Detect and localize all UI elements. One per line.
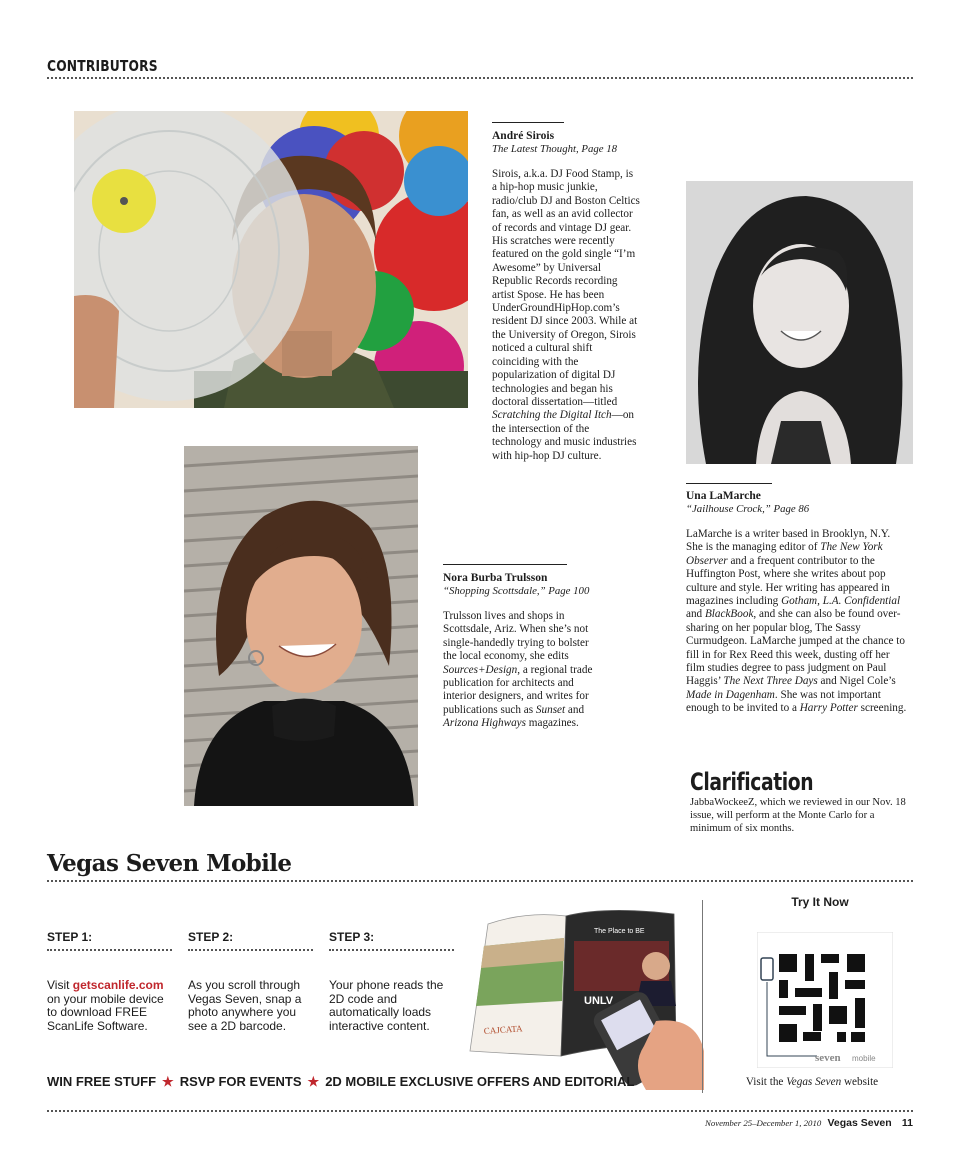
bio-text: magazines. (525, 717, 579, 730)
bio-text-italic: BlackBook (704, 608, 754, 621)
bio-rule (686, 483, 772, 484)
bio-text: and Nigel Cole’s (817, 675, 896, 688)
bio-text-italic: Made in Dagenham (686, 688, 775, 701)
publication-name: Vegas Seven (827, 1117, 892, 1129)
issue-date: November 25–December 1, 2010 (704, 1118, 822, 1128)
bio-text: screening. (857, 702, 907, 715)
clarification-title: Clarification (690, 768, 814, 796)
step-label: STEP 2: (188, 930, 313, 951)
qr-brand: seven (815, 1052, 841, 1064)
contributor-bio (686, 528, 908, 716)
magazine-brand: UNLV (584, 995, 614, 1007)
scanlife-link[interactable]: getscanlife.com (72, 978, 164, 992)
magazine-phone-illustration (466, 906, 704, 1090)
lamarche-photo (686, 181, 913, 464)
try-it-now-label: Try It Now (791, 895, 849, 909)
section-title: CONTRIBUTORS (47, 57, 158, 75)
bio-text: , and she can also be found over-sharing on her popular blog, The Sassy Curmudgeon. LaMarche jumped at the chance to fill in for Rex Reed this week, dusting off her film studies degree to pass judgment on Paul Haggis’ (686, 608, 906, 688)
step-text: Visit (47, 978, 73, 992)
bio-text: , a regional trade publication for architects and interior designers, and writes for publications such as (443, 663, 593, 716)
magazine-headline: The Place to BE (594, 928, 645, 935)
bio-text-italic: The Next Three Days (723, 675, 818, 688)
step-text: on your mobile device to download FREE ScanLife Software. (47, 991, 164, 1033)
qr-code[interactable] (757, 932, 893, 1068)
step-body: Your phone reads the 2D code and automatically loads interactive content. (329, 978, 444, 1033)
step-body (47, 979, 172, 1033)
step-label: STEP 1: (47, 930, 172, 951)
step-3 (329, 930, 454, 1033)
visit-website-caption (712, 1076, 912, 1088)
bio-text: and (686, 608, 705, 621)
contributor-lamarche (686, 489, 908, 716)
contributor-sirois (492, 122, 640, 463)
contributor-reference: “Jailhouse Crock,” Page 86 (686, 503, 810, 515)
step-label: STEP 3: (329, 930, 454, 951)
visit-publication: Vegas Seven (786, 1076, 842, 1088)
contributor-bio (443, 610, 593, 731)
step-1 (47, 930, 172, 1033)
promo-item: WIN FREE STUFF (47, 1074, 157, 1089)
bio-text: LaMarche is a writer based in Brooklyn, N.Y. She is the managing editor of (686, 528, 891, 554)
bio-text: Sirois, a.k.a. DJ Food Stamp, is a hip-hop music junkie, radio/club DJ and Boston Celtics fan, as well as an avid collector of records and vintage DJ gear. His scratches were recently featured on the gold single “I’m Awesome” by Universal Republic Records recording artist Spose. He has been UnderGroundHipHop.com’s resident DJ since 2003. While at the University of Oregon, Sirois noticed a cultural shift coinciding with the popularization of digital DJ technologies and began his doctoral dissertation—titled (492, 168, 640, 408)
bio-rule (443, 564, 567, 565)
vertical-divider (702, 900, 703, 1093)
promo-item: 2D MOBILE EXCLUSIVE OFFERS AND EDITORIAL (325, 1074, 635, 1089)
bio-text-italic: Sources+Design (443, 663, 518, 676)
bio-text: Trulsson lives and shops in Scottsdale, Ariz. When she’s not single-handedly trying to bolster the local economy, she edits (443, 610, 589, 663)
promo-line (47, 1074, 634, 1090)
bio-text-italic: The New York Observer (686, 541, 883, 567)
step-body: As you scroll through Vegas Seven, snap a photo anywhere you see a 2D barcode. (188, 978, 302, 1033)
footer-divider (47, 1110, 913, 1112)
header-divider (47, 77, 913, 79)
bio-text-italic: Harry Potter (799, 702, 858, 715)
contributor-trulsson (443, 564, 593, 731)
bio-text-italic: Scratching the Digital Itch (492, 409, 612, 422)
contributor-name: Nora Burba Trulsson (443, 572, 548, 584)
step-2 (188, 930, 313, 1033)
bio-text-italic: Gotham, L.A. Confidential (781, 595, 901, 608)
bio-text: . She was not important enough to be invited to a (686, 688, 881, 715)
contributor-name: Una LaMarche (686, 490, 761, 502)
bio-text-italic: Arizona Highways (443, 717, 526, 730)
visit-text: website (841, 1076, 879, 1088)
star-icon: ★ (307, 1074, 320, 1089)
magazine-ad-text: CAJCATA (483, 1023, 523, 1036)
bio-text: and (565, 703, 585, 716)
sirois-photo (74, 111, 468, 408)
clarification-text: JabbaWockeeZ, which we reviewed in our Nov. 18 issue, will perform at the Monte Carlo for a minimum of six months. (690, 797, 906, 835)
bio-rule (492, 122, 564, 123)
contributor-name: André Sirois (492, 130, 555, 142)
mobile-section-title: Vegas Seven Mobile (47, 850, 292, 877)
bio-text-italic: Sunset (535, 703, 566, 716)
mobile-divider (47, 880, 913, 882)
qr-brand-suffix: mobile (852, 1054, 876, 1063)
page-footer (705, 1117, 913, 1129)
contributor-reference: The Latest Thought, Page 18 (492, 143, 618, 155)
bio-text: and a frequent contributor to the Huffington Post, where she writes about pop culture and style. Her writing has appeared in magazines including (686, 554, 890, 608)
page-number: 11 (901, 1117, 913, 1129)
visit-text: Visit the (745, 1076, 787, 1088)
promo-item: RSVP FOR EVENTS (179, 1074, 302, 1089)
star-icon: ★ (162, 1074, 174, 1089)
trulsson-photo (184, 446, 418, 806)
contributor-bio (492, 168, 640, 463)
bio-text: —on the intersection of the technology and music industries with hip-hop DJ culture. (492, 409, 637, 462)
contributor-reference: “Shopping Scottsdale,” Page 100 (443, 585, 590, 597)
